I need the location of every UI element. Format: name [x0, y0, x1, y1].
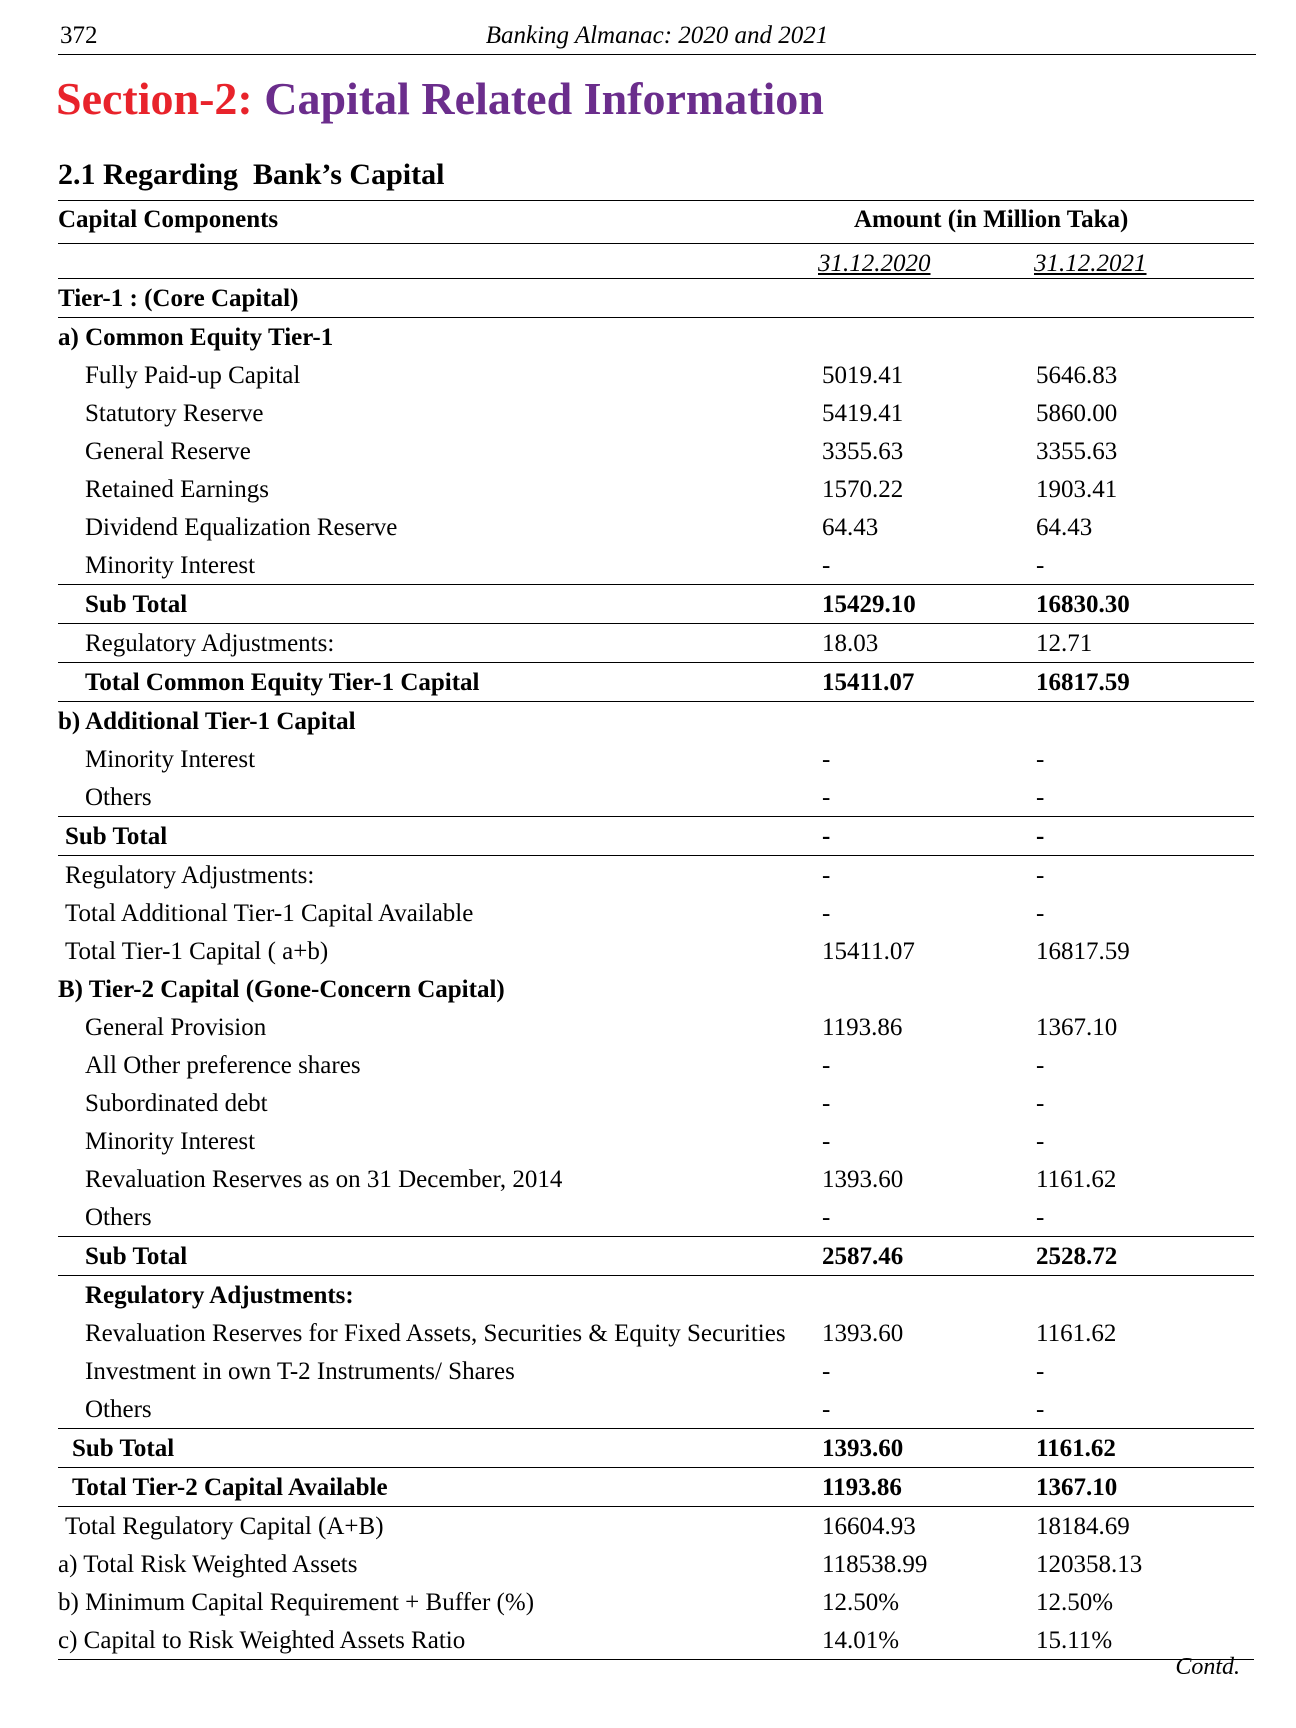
value-2021: 3355.63 [1036, 438, 1118, 465]
table-row [58, 1046, 1254, 1084]
table-header-row [58, 200, 1254, 244]
table-row [58, 894, 1254, 932]
date-2020: 31.12.2020 [818, 250, 931, 277]
table-row [58, 356, 1254, 394]
value-2021: 16817.59 [1036, 669, 1130, 696]
table-row [58, 1236, 1254, 1275]
value-2020: 1570.22 [822, 476, 904, 503]
value-2021: 1161.62 [1036, 1435, 1116, 1462]
page-header [58, 20, 1256, 55]
row-label: Regulatory Adjustments: [65, 862, 315, 889]
value-2021: - [1036, 862, 1045, 889]
table-row [58, 279, 1254, 317]
table-row [58, 1122, 1254, 1160]
value-2020: 3355.63 [822, 438, 904, 465]
row-label: Total Common Equity Tier-1 Capital [85, 669, 480, 696]
row-label: Statutory Reserve [85, 400, 264, 427]
value-2021: - [1036, 823, 1045, 850]
table-row [58, 584, 1254, 623]
date-2021: 31.12.2021 [1034, 250, 1147, 277]
value-2020: 12.50% [822, 1589, 900, 1616]
table-row [58, 1008, 1254, 1046]
table-row [58, 740, 1254, 778]
row-label: Sub Total [85, 591, 188, 618]
table-row [58, 1390, 1254, 1428]
table-row [58, 1545, 1254, 1583]
row-label: Sub Total [65, 823, 168, 850]
table-row [58, 317, 1254, 356]
value-2021: 1903.41 [1036, 476, 1118, 503]
row-label: Revaluation Reserves as on 31 December, 2014 [85, 1166, 563, 1193]
row-label: Total Additional Tier-1 Capital Available [65, 900, 474, 927]
row-label: Others [85, 1204, 152, 1231]
table-row [58, 1467, 1254, 1506]
row-label: Investment in own T-2 Instruments/ Shares [85, 1358, 515, 1385]
value-2020: 15411.07 [822, 938, 915, 965]
table-row [58, 855, 1254, 894]
row-label: General Reserve [85, 438, 251, 465]
running-title: Banking Almanac: 2020 and 2021 [485, 22, 829, 49]
value-2021: - [1036, 1358, 1045, 1385]
row-label: All Other preference shares [85, 1052, 361, 1079]
table-body [58, 279, 1254, 1660]
value-2020: 5019.41 [822, 362, 904, 389]
value-2020: - [822, 1396, 831, 1423]
value-2021: 5860.00 [1036, 400, 1118, 427]
value-2020: 2587.46 [822, 1243, 904, 1270]
value-2021: - [1036, 1128, 1045, 1155]
value-2020: - [822, 862, 831, 889]
table-row [58, 970, 1254, 1008]
value-2020: 1193.86 [822, 1474, 902, 1501]
table-row [58, 1275, 1254, 1314]
value-2020: 118538.99 [822, 1551, 928, 1578]
value-2020: 64.43 [822, 514, 879, 541]
value-2020: 15411.07 [822, 669, 915, 696]
value-2021: - [1036, 552, 1045, 579]
row-label: Regulatory Adjustments: [85, 1282, 354, 1309]
value-2021: - [1036, 784, 1045, 811]
value-2021: 1367.10 [1036, 1014, 1118, 1041]
value-2021: 12.50% [1036, 1589, 1114, 1616]
value-2021: 120358.13 [1036, 1551, 1143, 1578]
value-2020: 1193.86 [822, 1014, 903, 1041]
value-2021: 64.43 [1036, 514, 1093, 541]
table-row [58, 470, 1254, 508]
table-row [58, 1621, 1254, 1660]
value-2021: - [1036, 900, 1045, 927]
date-header-row [58, 244, 1254, 279]
row-label: Sub Total [85, 1243, 188, 1270]
row-label: a) Common Equity Tier-1 [58, 324, 334, 351]
table-row [58, 701, 1254, 740]
value-2021: 12.71 [1036, 630, 1093, 657]
value-2021: 2528.72 [1036, 1243, 1118, 1270]
table-row [58, 394, 1254, 432]
value-2020: - [822, 746, 831, 773]
value-2020: 1393.60 [822, 1435, 904, 1462]
value-2020: - [822, 1204, 831, 1231]
row-label: Total Regulatory Capital (A+B) [65, 1513, 384, 1540]
section-name: Capital Related Information [264, 73, 824, 124]
row-label: Tier-1 : (Core Capital) [58, 285, 299, 312]
value-2021: - [1036, 746, 1045, 773]
value-2020: - [822, 784, 831, 811]
row-label: a) Total Risk Weighted Assets [58, 1551, 358, 1578]
table-row [58, 662, 1254, 701]
value-2020: - [822, 900, 831, 927]
value-2020: 16604.93 [822, 1513, 916, 1540]
table-row [58, 508, 1254, 546]
value-2020: 1393.60 [822, 1166, 904, 1193]
table-row [58, 623, 1254, 662]
section-title [56, 72, 824, 125]
row-label: Regulatory Adjustments: [85, 630, 335, 657]
row-label: Minority Interest [85, 1128, 256, 1155]
table-row [58, 1160, 1254, 1198]
row-label: Total Tier-1 Capital ( a+b) [65, 938, 329, 965]
value-2020: - [822, 1358, 831, 1385]
value-2020: 1393.60 [822, 1320, 904, 1347]
value-2021: - [1036, 1090, 1045, 1117]
capital-table [58, 200, 1254, 1660]
value-2021: 1367.10 [1036, 1474, 1118, 1501]
value-2020: 5419.41 [822, 400, 904, 427]
row-label: Retained Earnings [85, 476, 269, 503]
value-2021: 1161.62 [1036, 1166, 1117, 1193]
subsection-heading: 2.1 Regarding Bank’s Capital [58, 158, 445, 191]
table-row [58, 1084, 1254, 1122]
value-2020: 15429.10 [822, 591, 916, 618]
row-label: Sub Total [72, 1435, 175, 1462]
table-row [58, 432, 1254, 470]
row-label: Dividend Equalization Reserve [85, 514, 398, 541]
row-label: B) Tier-2 Capital (Gone-Concern Capital) [58, 976, 505, 1003]
page-number: 372 [60, 22, 98, 49]
value-2020: 18.03 [822, 630, 879, 657]
column-header-components: Capital Components [58, 206, 279, 233]
table-row [58, 546, 1254, 584]
value-2020: 14.01% [822, 1627, 900, 1654]
table-row [58, 778, 1254, 816]
row-label: Minority Interest [85, 552, 256, 579]
value-2021: 5646.83 [1036, 362, 1118, 389]
row-label: Revaluation Reserves for Fixed Assets, Securities & Equity Securities [85, 1320, 786, 1347]
value-2021: - [1036, 1396, 1045, 1423]
row-label: Minority Interest [85, 746, 256, 773]
table-row [58, 1314, 1254, 1352]
value-2021: - [1036, 1052, 1045, 1079]
row-label: General Provision [85, 1014, 267, 1041]
row-label: Subordinated debt [85, 1090, 268, 1117]
table-row [58, 816, 1254, 855]
table-row [58, 932, 1254, 970]
value-2021: 1161.62 [1036, 1320, 1117, 1347]
value-2021: 16830.30 [1036, 591, 1130, 618]
row-label: Fully Paid-up Capital [85, 362, 301, 389]
section-prefix: Section-2: [56, 73, 253, 124]
value-2021: 15.11% [1036, 1627, 1113, 1654]
value-2020: - [822, 1052, 831, 1079]
value-2021: - [1036, 1204, 1045, 1231]
table-row [58, 1428, 1254, 1467]
row-label: Others [85, 784, 152, 811]
value-2021: 16817.59 [1036, 938, 1130, 965]
table-row [58, 1352, 1254, 1390]
table-row [58, 1198, 1254, 1236]
row-label: Others [85, 1396, 152, 1423]
value-2021: 18184.69 [1036, 1513, 1130, 1540]
value-2020: - [822, 1090, 831, 1117]
continued-note: Contd. [1175, 1654, 1240, 1680]
value-2020: - [822, 1128, 831, 1155]
value-2020: - [822, 823, 831, 850]
table-row [58, 1506, 1254, 1545]
table-row [58, 1583, 1254, 1621]
row-label: b) Minimum Capital Requirement + Buffer (%) [58, 1589, 535, 1616]
row-label: b) Additional Tier-1 Capital [58, 708, 356, 735]
row-label: c) Capital to Risk Weighted Assets Ratio [58, 1627, 466, 1654]
value-2020: - [822, 552, 831, 579]
column-header-amount: Amount (in Million Taka) [854, 206, 1129, 233]
row-label: Total Tier-2 Capital Available [72, 1474, 388, 1501]
